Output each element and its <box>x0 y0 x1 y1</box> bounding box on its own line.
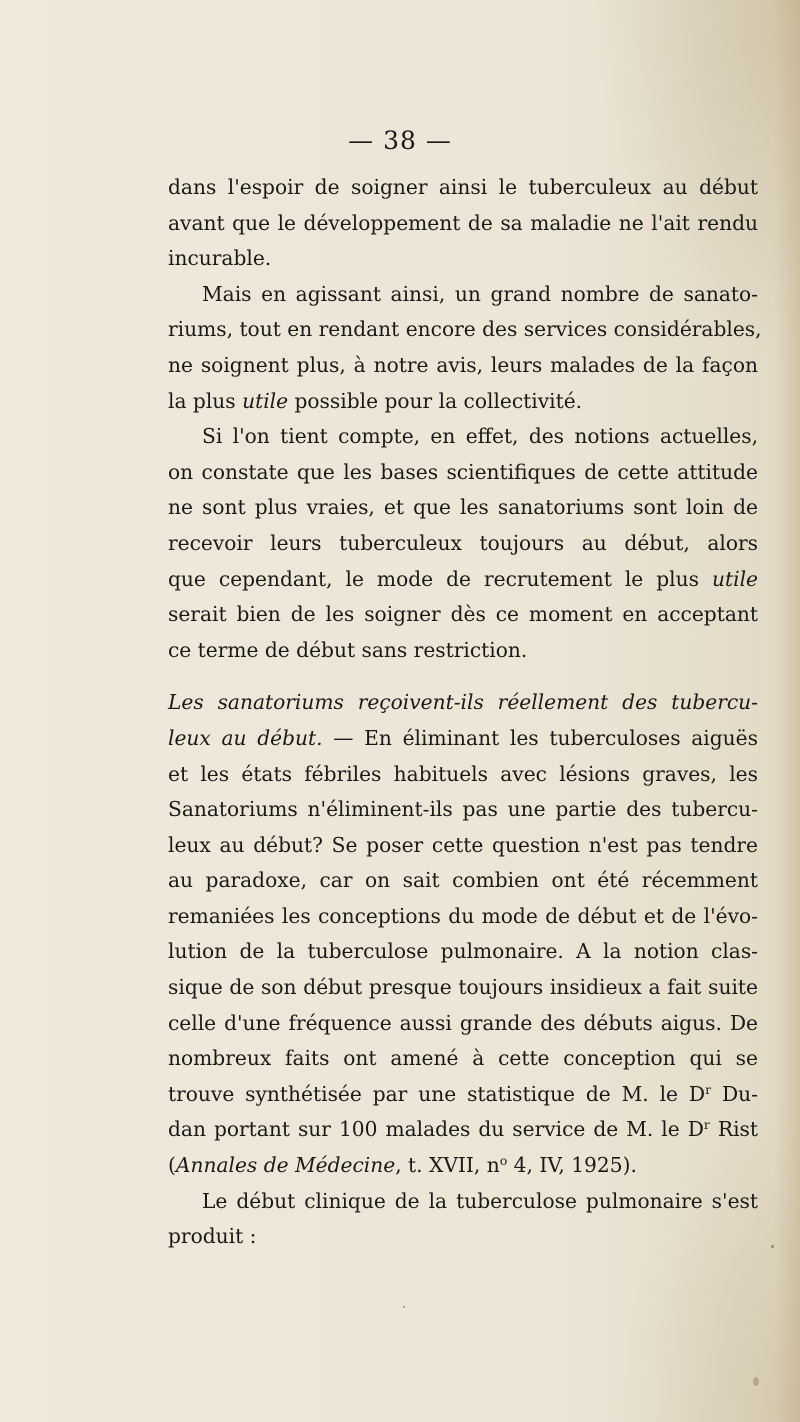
page-edge-shadow <box>774 0 800 1422</box>
paper-speck <box>403 1306 405 1308</box>
text-line: avant que le développement de sa maladie ne l'ait rendu <box>168 210 758 235</box>
text-run: la plus <box>168 388 243 413</box>
text-line: au paradoxe, car on sait combien ont été récemment <box>168 868 758 893</box>
text-line: et les états fébriles habituels avec lésions graves, les <box>168 761 758 786</box>
text-line: incurable. <box>168 246 272 271</box>
text-line: ne sont plus vraies, et que les sanatoriums sont loin de <box>168 495 758 520</box>
text-run: 4, IV, 1925). <box>507 1153 637 1178</box>
text-line <box>168 721 758 757</box>
text-line <box>168 1077 758 1113</box>
superscript: r <box>705 1081 712 1097</box>
text-line: nombreux faits ont amené à cette conception qui se <box>168 1046 758 1071</box>
text-run: Rist <box>709 1117 758 1142</box>
text-line: dans l'espoir de soigner ainsi le tuberculeux au début <box>168 175 758 199</box>
text-line: Mais en agissant ainsi, un grand nombre de sanato- <box>202 281 758 306</box>
section-heading-end: leux au début. <box>168 725 323 750</box>
text-line: Sanatoriums n'éliminent-ils pas une partie des tubercu- <box>168 797 758 822</box>
text-run: , t. XVII, n <box>395 1153 500 1178</box>
text-run: possible pour la collectivité. <box>288 388 583 413</box>
text-run: Du- <box>711 1081 758 1106</box>
text-line: riums, tout en rendant encore des services considérables, <box>168 317 762 342</box>
text-run: ( <box>168 1153 176 1178</box>
citation-line <box>168 1148 758 1184</box>
text-line <box>168 1112 758 1148</box>
paper-speck <box>771 1245 774 1248</box>
text-line: produit : <box>168 1224 257 1249</box>
text-line: ne soignent plus, à notre avis, leurs malades de la façon <box>168 352 758 377</box>
italic-word: utile <box>242 388 289 413</box>
superscript: o <box>499 1153 508 1169</box>
text-line <box>168 384 758 420</box>
journal-title: Annales de Médecine <box>175 1153 396 1178</box>
text-run: — En éliminant les tuberculoses aiguës <box>322 725 758 750</box>
text-line: recevoir leurs tuberculeux toujours au début, alors <box>168 530 758 555</box>
text-line: ce terme de début sans restriction. <box>168 637 528 662</box>
body-text <box>168 170 762 1255</box>
paragraph-gap <box>168 668 758 685</box>
page-number: — 38 — <box>348 126 452 155</box>
text-line: celle d'une fréquence aussi grande des débuts aigus. De <box>168 1010 758 1035</box>
section-heading: Les sanatoriums reçoivent-ils réellement des tubercu- <box>168 690 758 715</box>
superscript: r <box>703 1117 710 1133</box>
section-heading-line <box>168 685 758 721</box>
text-line: on constate que les bases scientifiques de cette attitude <box>168 459 758 484</box>
paper-speck <box>753 1377 759 1386</box>
text-run: que cependant, le mode de recrutement le plus <box>168 566 713 591</box>
text-line: leux au début? Se poser cette question n'est pas tendre <box>168 832 758 857</box>
text-line: Si l'on tient compte, en effet, des notions actuelles, <box>202 424 758 449</box>
text-run: dan portant sur 100 malades du service de M. le D <box>168 1117 704 1142</box>
text-line: Le début clinique de la tuberculose pulmonaire s'est <box>202 1188 758 1213</box>
text-line: lution de la tuberculose pulmonaire. A la notion clas- <box>168 939 758 964</box>
text-line: sique de son début presque toujours insidieux a fait suite <box>168 975 758 1000</box>
text-line: remaniées les conceptions du mode de début et de l'évo- <box>168 903 758 928</box>
text-run: trouve synthétisée par une statistique de M. le D <box>168 1081 706 1106</box>
text-line <box>168 562 758 598</box>
italic-word: utile <box>712 566 758 591</box>
text-line: serait bien de les soigner dès ce moment en acceptant <box>168 602 758 627</box>
